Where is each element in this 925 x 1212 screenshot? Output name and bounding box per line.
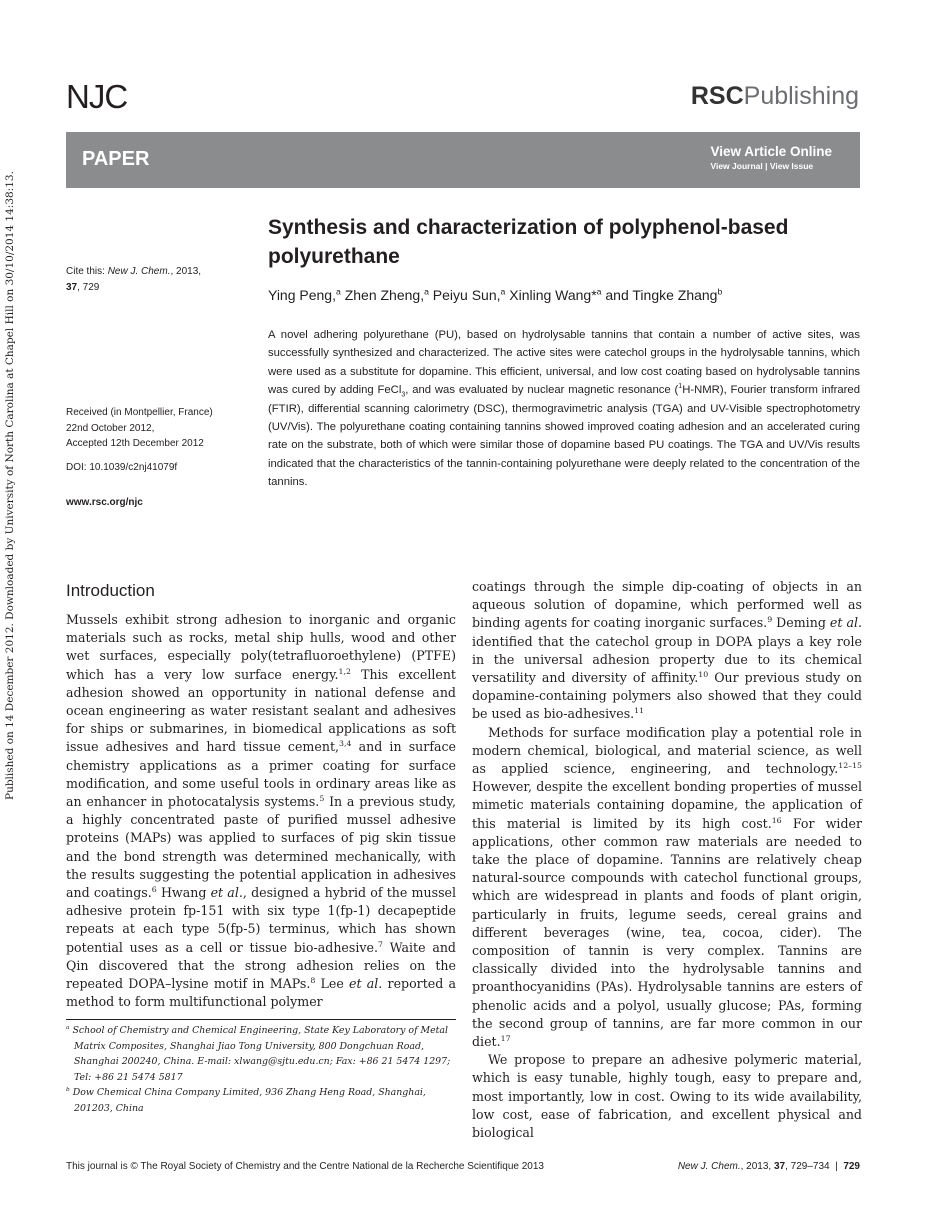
body-column-right (472, 578, 862, 1142)
footnote-divider (66, 1019, 456, 1020)
paper-type-label: PAPER (82, 148, 150, 170)
journal-logo: NJC (66, 78, 128, 115)
view-article-online-link[interactable]: View Article Online (710, 144, 832, 159)
introduction-text-left: Mussels exhibit strong adhesion to inorganic and organic materials such as rocks, metal ship hulls, wood and other wet surfaces, especially poly(tetrafluoroethylene) (PTFE) which has a very low surface energy.$^{1,2}$ This excellent adhesion showed an opportunity in national defense and ocean engineering as water resistant sealant and adhesives for ships or submarines, in biomedical applications as soft issue adhesives and hard tissue cement,$^{3,4}$ and in surface chemistry applications as a primer coating for surface modification, and some useful tools in ordinary areas like as an enhancer in photocatalysis systems.$^5$ In a previous study, a highly concentrated paste of purified mussel adhesive proteins (MAPs) was applied to surfaces of pig skin tissue and the bond strength was determined mechanically, with the results suggesting the potential application in adhesives and coatings.$^6$ Hwang et al., designed a hybrid of the mussel adhesive protein fp-151 with six type 1(fp-1) decapeptide repeats at each type 5(fp-5) terminus, which has shown potential uses as a cell or tissue bio-adhesive.$^7$ Waite and Qin discovered that the strong adhesion relies on the repeated DOPA–lysine motif in MAPs.$^8$ Lee et al. reported a method to form multifunctional polymer (66, 612, 457, 1010)
doi[interactable]: DOI: 10.1039/c2nj41079f (66, 462, 178, 473)
introduction-heading: Introduction (66, 581, 155, 600)
view-article-links[interactable] (710, 144, 832, 171)
author-list: Ying Peng,$^a$ Zhen Zheng,$^a$ Peiyu Sun,$^a$ Xinling Wang*$^a$ and Tingke Zhang$^b$ (268, 286, 723, 303)
publisher-logo: RSCPublishing (690, 82, 859, 110)
page-footer (66, 1161, 860, 1172)
article-title: Synthesis and characterization of polyphenol-based polyurethane (268, 216, 789, 268)
journal-reference-page: New J. Chem., 2013, 37, 729–734 | 729 (677, 1161, 860, 1172)
paper-type-band (66, 132, 860, 188)
view-journal-issue-links[interactable]: View Journal | View Issue (710, 161, 814, 171)
footnote-a: $^a$ School of Chemistry and Chemical Engineering, State Key Laboratory of Metal Matrix Composites, Shanghai Jiao Tong University, 800 Dongchuan Road, Shanghai 200240, China. E-mail: xlwang@sjtu.edu.cn; Fax: +86 21 5474 1297; Tel: +86 21 5474 5817 (66, 1024, 451, 1083)
received-dates: Received (in Montpellier, France) 22nd October 2012, Accepted 12th December 2012 (66, 407, 213, 449)
affiliation-footnotes (66, 1023, 456, 1116)
journal-url-link[interactable]: www.rsc.org/njc (66, 497, 143, 508)
copyright-notice: This journal is © The Royal Society of Chemistry and the Centre National de la Recherche Scientifique 2013 (66, 1161, 544, 1172)
abstract: A novel adhering polyurethane (PU), based on hydrolysable tannins that contain a number of active sites, was successfully synthesized and characterized. The active sites were catechol groups in the hydrolysable tannins, which were used as a substitute for dopamine. This efficient, universal, and low cost coating based on hydrolysable tannins was cured by adding FeCl$_3$, and was evaluated by nuclear magnetic resonance ($^1$H-NMR), Fourier transform infrared (FTIR), differential scanning calorimetry (DSC), thermogravimetric analysis (TGA) and UV-Visible spectrophotometry (UV/Vis). The polyurethane coating containing tannins showed improved coating adhesion and an accelerated curing rate on the substrate, both of which were similar those of dopamine based PU coatings. The TGA and UV/Vis results indicated that the characteristics of the tannin-containing polyurethane were deeply related to the concentration of the tannins. (268, 329, 861, 489)
citation-info: Cite this: New J. Chem., 2013, 37, 729 (66, 266, 202, 293)
footnote-b: $^b$ Dow Chemical China Company Limited, 936 Zhang Heng Road, Shanghai, 201203, China (66, 1086, 426, 1114)
introduction-text-right: coatings through the simple dip-coating of objects in an aqueous solution of dopamine, which performed well as binding agents for coating inorganic surfaces.$^9$ Deming et al. identified that the catechol group in DOPA plays a key role in the universal adhesion property due to its chemical versatility and diversity of affinity.$^{10}$ Our previous study on dopamine-containing polymers also showed that they could be used as bio-adhesives.$^{11}$ Methods for surface modification play a potential role in modern chemical, biological, and material science, as well as applied science, engineering, and technology.$^{12-15}$ However, despite the excellent bonding properties of mussel mimetic materials containing dopamine, the application of this material is limited by its high cost.$^{16}$ For wider applications, other common raw materials are needed to take the place of dopamine. Tannins are relatively cheap natural-source compounds with catechol functional groups, which are widespread in plants and foods of plant origin, particularly in fruits, legume seeds, cereal grains and different beverages (wine, tea, cocoa, cider). The composition of tannin is very complex. Tannins are classically divided into the hydrolysable tannins and proanthocyanidins (PAs). Hydrolysable tannins are esters of phenolic acids and a polyol, usually glucose; PAs, forming the second group of tannins, are far more common in our diet.$^{17}$ We propose to prepare an adhesive polymeric material, which is easy tunable, highly tough, easy to prepare and, most importantly, low in cost. Owing to its wide availability, low cost, ease of fabrication, and excellent physical and biological (472, 579, 863, 1141)
download-side-note: Published on 14 December 2012. Downloaded by University of North Carolina at Chapel Hill on 30/10/2014 14:38:13. (4, 171, 16, 800)
body-column-left (66, 581, 456, 1011)
